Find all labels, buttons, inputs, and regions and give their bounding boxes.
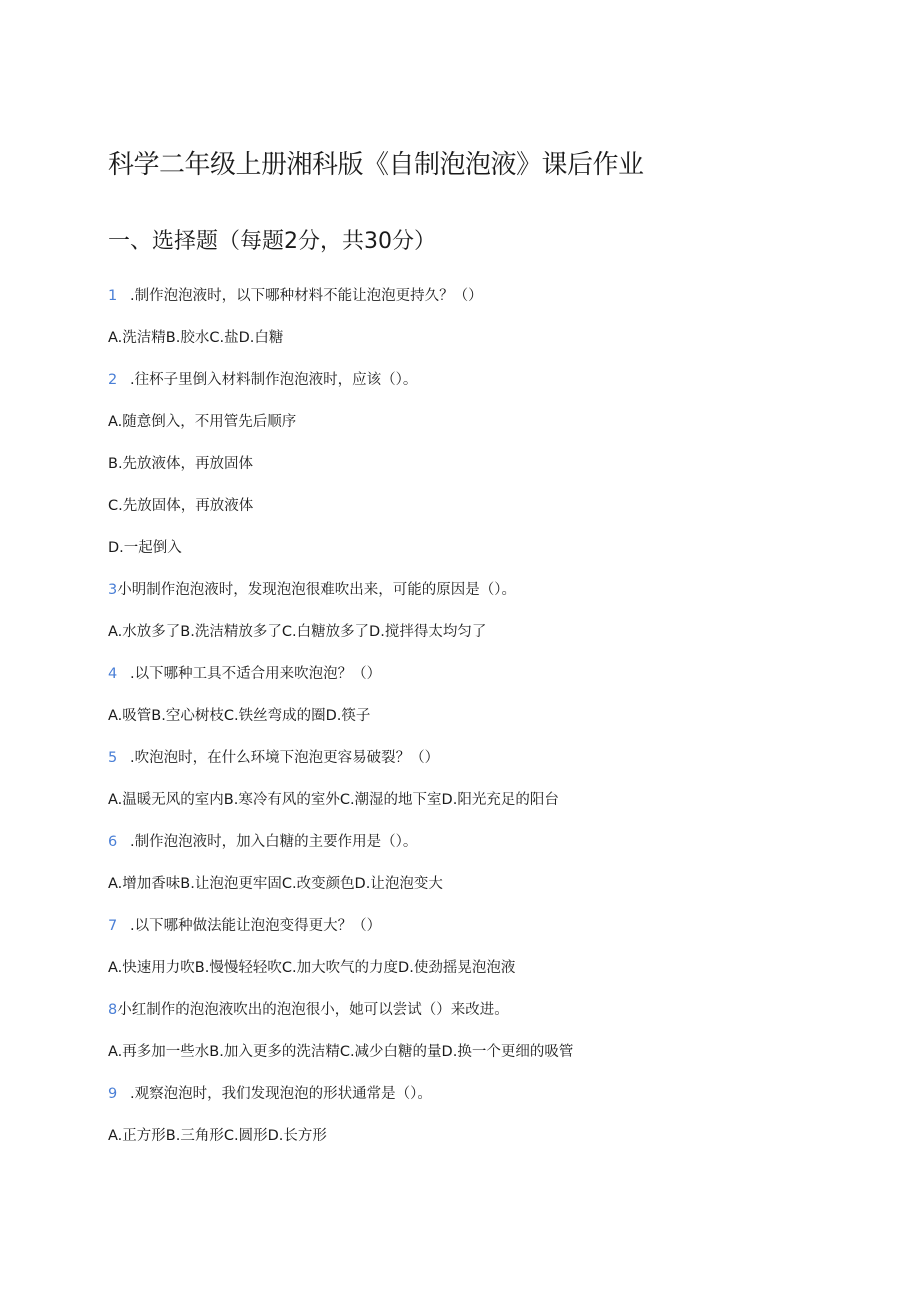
question-2-option-b: B.先放液体，再放固体: [108, 456, 254, 472]
section-heading: 一、选择题（每题2分，共30分）: [108, 229, 436, 254]
question-7: [108, 915, 381, 937]
question-3-options: A.水放多了B.洗洁精放多了C.白糖放多了D.搅拌得太均匀了: [108, 624, 487, 640]
question-text: 小明制作泡泡液时，发现泡泡很难吹出来，可能的原因是（）。: [117, 582, 516, 598]
question-4-options: A.吸管B.空心树枝C.铁丝弯成的圈D.筷子: [108, 708, 371, 724]
question-text: .以下哪种工具不适合用来吹泡泡？（）: [130, 666, 382, 682]
question-1-options: A.洗洁精B.胶水C.盐D.白糖: [108, 330, 284, 346]
question-4: [108, 663, 381, 685]
question-number: 3: [108, 582, 118, 598]
question-text: .制作泡泡液时，加入白糖的主要作用是（）。: [130, 834, 418, 850]
question-text: .观察泡泡时，我们发现泡泡的形状通常是（）。: [130, 1086, 432, 1102]
question-number: 6: [108, 834, 118, 850]
question-8: [108, 999, 509, 1021]
question-3: [108, 579, 516, 601]
question-5-options: A.温暖无风的室内B.寒冷有风的室外C.潮湿的地下室D.阳光充足的阳台: [108, 792, 559, 808]
question-number: 4: [108, 666, 118, 682]
question-2-option-d: D.一起倒入: [108, 540, 182, 556]
question-number: 2: [108, 372, 118, 388]
question-6-options: A.增加香味B.让泡泡更牢固C.改变颜色D.让泡泡变大: [108, 876, 443, 892]
question-9-options: A.正方形B.三角形C.圆形D.长方形: [108, 1128, 327, 1144]
question-2-option-c: C.先放固体，再放液体: [108, 498, 254, 514]
question-number: 8: [108, 1002, 118, 1018]
question-7-options: A.快速用力吹B.慢慢轻轻吹C.加大吹气的力度D.使劲摇晃泡泡液: [108, 960, 516, 976]
question-text: .以下哪种做法能让泡泡变得更大？（）: [130, 918, 382, 934]
question-9: [108, 1083, 432, 1105]
question-number: 5: [108, 750, 118, 766]
question-8-options: A.再多加一些水B.加入更多的洗洁精C.减少白糖的量D.换一个更细的吸管: [108, 1044, 574, 1060]
question-number: 7: [108, 918, 118, 934]
question-text: .往杯子里倒入材料制作泡泡液时，应该（）。: [130, 372, 418, 388]
question-text: 小红制作的泡泡液吹出的泡泡很小，她可以尝试（）来改进。: [117, 1002, 509, 1018]
question-text: .吹泡泡时，在什么环境下泡泡更容易破裂？（）: [130, 750, 440, 766]
question-5: [108, 747, 439, 769]
question-6: [108, 831, 417, 853]
question-2: [108, 369, 417, 391]
document-title: 科学二年级上册湘科版《自制泡泡液》课后作业: [108, 150, 644, 180]
question-text: .制作泡泡液时，以下哪种材料不能让泡泡更持久？（）: [130, 288, 483, 304]
question-number: 9: [108, 1086, 118, 1102]
question-1: [108, 285, 483, 307]
question-number: 1: [108, 288, 118, 304]
question-2-option-a: A.随意倒入，不用管先后顺序: [108, 414, 297, 430]
